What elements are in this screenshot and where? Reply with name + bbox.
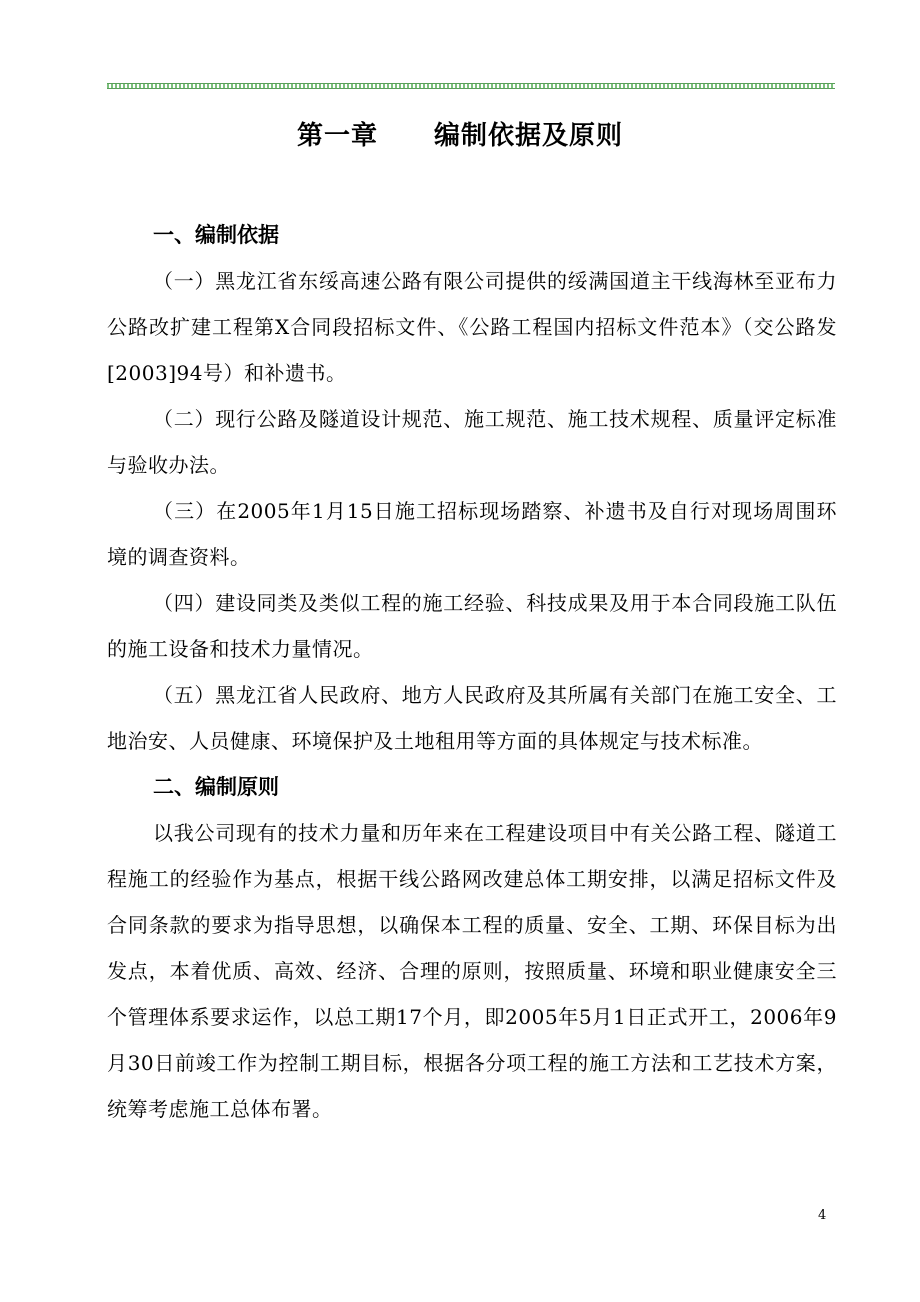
basis-paragraph: （五）黑龙江省人民政府、地方人民政府及其所属有关部门在施工安全、工地治安、人员健康、环境保护及土地租用等方面的具体规定与技术标准。 — [107, 683, 837, 753]
chapter-title-text: 编制依据及原则 — [434, 121, 624, 151]
basis-paragraph: （二）现行公路及隧道设计规范、施工规范、施工技术规程、质量评定标准与验收办法。 — [107, 407, 837, 477]
basis-paragraph: （三）在2005年1月15日施工招标现场踏察、补遗书及自行对现场周围环境的调查资料。 — [107, 499, 837, 569]
chapter-number: 第一章 — [296, 121, 378, 151]
basis-paragraph: （一）黑龙江省东绥高速公路有限公司提供的绥满国道主干线海林至亚布力公路改扩建工程第X合同段招标文件、《公路工程国内招标文件范本》（交公路发[2003]94号）和补遗书。 — [107, 269, 837, 385]
chapter-title — [0, 118, 920, 154]
section-heading-principles: 二、编制原则 — [153, 775, 279, 799]
principles-paragraph: 以我公司现有的技术力量和历年来在工程建设项目中有关公路工程、隧道工程施工的经验作为基点，根据干线公路网改建总体工期安排，以满足招标文件及合同条款的要求为指导思想，以确保本工程的质量、安全、工期、环保目标为出发点，本着优质、高效、经济、合理的原则，按照质量、环境和职业健康安全三个管理体系要求运作，以总工期17个月，即2005年5月1日正式开工，2006年9月30日前竣工作为控制工期目标，根据各分项工程的施工方法和工艺技术方案，统筹考虑施工总体布署。 — [107, 821, 837, 1121]
main-content — [107, 212, 837, 1132]
page-number: 4 — [818, 1208, 827, 1223]
basis-paragraph: （四）建设同类及类似工程的施工经验、科技成果及用于本合同段施工队伍的施工设备和技术力量情况。 — [107, 591, 837, 661]
section-heading-basis: 一、编制依据 — [153, 223, 279, 247]
header-rule — [107, 83, 835, 89]
